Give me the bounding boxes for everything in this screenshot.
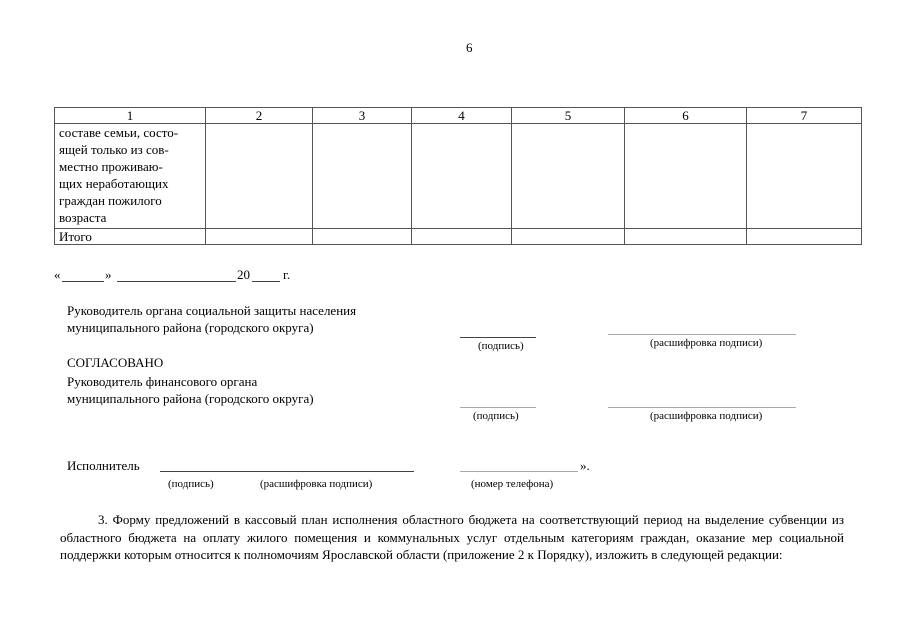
head-social-signature-line: [460, 337, 536, 338]
date-close-quote: »: [105, 267, 112, 282]
row-label-line: возраста: [59, 210, 107, 225]
agreed-line2: муниципального района (городского округа): [67, 391, 314, 406]
table-cell: [747, 229, 862, 245]
executor-phone-line: [460, 471, 578, 472]
table-cell: [625, 124, 747, 229]
table-row: [55, 124, 862, 229]
table-cell: [512, 229, 625, 245]
data-table: [54, 107, 862, 245]
agreed-signature-line: [460, 407, 536, 408]
page-number: 6: [466, 40, 473, 55]
date-open-quote: «: [54, 267, 61, 282]
table-header-cell: 5: [512, 108, 625, 124]
table-cell: [747, 124, 862, 229]
date-day-blank: [62, 281, 104, 282]
table-header-row: [55, 108, 862, 124]
date-month-blank: [117, 281, 236, 282]
executor-signature-caption: (подпись): [168, 478, 214, 490]
table-cell: [313, 229, 412, 245]
agreed-line1: Руководитель финансового органа: [67, 374, 258, 389]
row-label-cell: [55, 124, 206, 229]
table-header-cell: 3: [313, 108, 412, 124]
row-label-line: щих неработающих: [59, 176, 169, 191]
table-total-row: [55, 229, 862, 245]
body-paragraph: [60, 511, 844, 564]
head-social-decryption-line: [608, 334, 796, 335]
executor-decryption-caption: (расшифровка подписи): [260, 478, 373, 490]
head-social-signature-caption: (подпись): [478, 340, 524, 352]
date-year-blank: [252, 281, 280, 282]
table-cell: [206, 229, 313, 245]
executor-phone-caption: (номер телефона): [471, 478, 554, 490]
date-year-suffix: г.: [283, 267, 291, 282]
row-label-line: составе семьи, состо-: [59, 125, 179, 140]
executor-phone-end: ».: [580, 458, 590, 473]
executor-label: Исполнитель: [67, 458, 140, 473]
head-social-decryption-caption: (расшифровка подписи): [650, 337, 763, 349]
date-year-prefix: 20: [237, 267, 250, 282]
agreed-signature-caption: (подпись): [473, 410, 519, 422]
table-cell: [206, 124, 313, 229]
table-header-cell: 7: [747, 108, 862, 124]
table-cell: [512, 124, 625, 229]
table-header-cell: 2: [206, 108, 313, 124]
agreed-decryption-caption: (расшифровка подписи): [650, 410, 763, 422]
table-cell: [625, 229, 747, 245]
table-header-cell: 6: [625, 108, 747, 124]
agreed-decryption-line: [608, 407, 796, 408]
table-cell: [412, 124, 512, 229]
table-cell: [412, 229, 512, 245]
agreed-title: СОГЛАСОВАНО: [67, 355, 164, 370]
total-label-cell: Итого: [55, 229, 206, 245]
table-cell: [313, 124, 412, 229]
executor-line: [160, 471, 414, 472]
row-label-line: местно проживаю-: [59, 159, 163, 174]
table-header-cell: 1: [55, 108, 206, 124]
row-label-line: граждан пожилого: [59, 193, 162, 208]
row-label-line: ящей только из сов-: [59, 142, 169, 157]
paragraph-text: 3. Форму предложений в кассовый план исполнения областного бюджета на соответствующий период на выделение субвенции из областного бюджета на оплату жилого помещения и коммунальных услуг отдельным категориям граждан, оказание мер социальной поддержки которым относится к полномочиям Ярославской области (приложение 2 к Порядку), изложить в следующей редакции:: [60, 512, 844, 562]
head-social-line1: Руководитель органа социальной защиты населения: [67, 303, 357, 318]
head-social-line2: муниципального района (городского округа): [67, 320, 314, 335]
table-header-cell: 4: [412, 108, 512, 124]
